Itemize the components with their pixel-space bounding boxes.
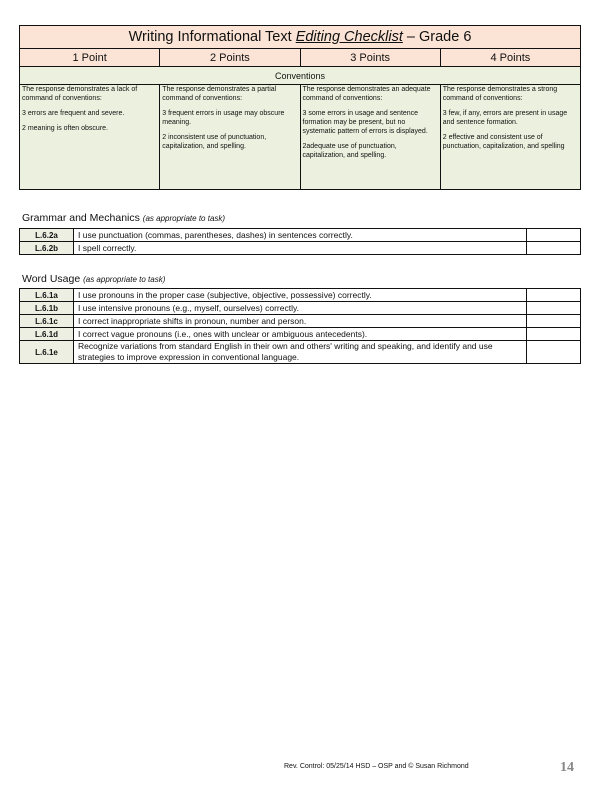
item-text: I use intensive pronouns (e.g., myself, ourselves) correctly. bbox=[74, 302, 527, 315]
table-row bbox=[20, 289, 581, 302]
conventions-label: Conventions bbox=[20, 67, 581, 85]
check-cell[interactable] bbox=[527, 229, 581, 242]
section-title: Word Usage bbox=[22, 273, 81, 285]
table-row bbox=[20, 242, 581, 255]
points-header: 4 Points bbox=[440, 49, 580, 67]
item-text: I use punctuation (commas, parentheses, dashes) in sentences correctly. bbox=[74, 229, 527, 242]
descriptor-cell bbox=[160, 85, 300, 190]
page-title bbox=[20, 26, 581, 49]
rubric-table bbox=[19, 25, 581, 190]
table-row bbox=[20, 341, 581, 364]
descriptor-bullet: 3 few, if any, errors are present in usage and sentence formation. bbox=[442, 110, 568, 126]
footer-revision: Rev. Control: 05/25/14 HSD – OSP and © Susan Richmond bbox=[284, 763, 469, 770]
grammar-heading bbox=[22, 212, 225, 224]
standard-code: L.6.2a bbox=[20, 229, 74, 242]
descriptor-bullet: 2 effective and consistent use of punctuation, capitalization, and spelling bbox=[442, 134, 565, 150]
table-row bbox=[20, 315, 581, 328]
points-header: 3 Points bbox=[300, 49, 440, 67]
usage-table bbox=[19, 288, 581, 364]
check-cell[interactable] bbox=[527, 289, 581, 302]
usage-heading bbox=[22, 273, 165, 285]
page-number: 14 bbox=[560, 760, 574, 775]
standard-code: L.6.1d bbox=[20, 328, 74, 341]
check-cell[interactable] bbox=[527, 302, 581, 315]
item-text: I spell correctly. bbox=[74, 242, 527, 255]
title-prefix: Writing Informational Text bbox=[128, 29, 296, 45]
section-title: Grammar and Mechanics bbox=[22, 212, 140, 224]
descriptor-intro: The response demonstrates an adequate command of conventions: bbox=[302, 86, 431, 102]
item-text: I use pronouns in the proper case (subjective, objective, possessive) correctly. bbox=[74, 289, 527, 302]
table-row bbox=[20, 328, 581, 341]
check-cell[interactable] bbox=[527, 341, 581, 364]
standard-code: L.6.1e bbox=[20, 341, 74, 364]
descriptor-cell bbox=[300, 85, 440, 190]
descriptor-bullet: 2adequate use of punctuation, capitalization, and spelling. bbox=[302, 143, 397, 159]
descriptor-bullet: 2 meaning is often obscure. bbox=[22, 125, 108, 132]
item-text: I correct inappropriate shifts in pronoun, number and person. bbox=[74, 315, 527, 328]
points-header: 2 Points bbox=[160, 49, 300, 67]
descriptor-bullet: 3 frequent errors in usage may obscure meaning. bbox=[162, 110, 285, 126]
table-row bbox=[20, 302, 581, 315]
standard-code: L.6.1b bbox=[20, 302, 74, 315]
title-emphasis: Editing Checklist bbox=[295, 29, 403, 45]
check-cell[interactable] bbox=[527, 328, 581, 341]
table-row bbox=[20, 229, 581, 242]
standard-code: L.6.1c bbox=[20, 315, 74, 328]
descriptor-bullet: 3 some errors in usage and sentence formation may be present, but no systematic pattern of errors is displayed. bbox=[302, 110, 428, 135]
descriptor-intro: The response demonstrates a lack of command of conventions: bbox=[22, 86, 138, 102]
points-header: 1 Point bbox=[20, 49, 160, 67]
item-text: Recognize variations from standard English in their own and others' writing and speaking, and identify and use strategies to improve expression in conventional language. bbox=[74, 341, 527, 364]
descriptor-cell bbox=[20, 85, 160, 190]
section-note: (as appropriate to task) bbox=[83, 275, 166, 284]
descriptor-bullet: 3 errors are frequent and severe. bbox=[22, 110, 125, 117]
section-note: (as appropriate to task) bbox=[142, 214, 226, 223]
standard-code: L.6.2b bbox=[20, 242, 74, 255]
descriptor-bullet: 2 inconsistent use of punctuation, capitalization, and spelling. bbox=[162, 134, 267, 150]
title-suffix: – Grade 6 bbox=[402, 29, 472, 45]
check-cell[interactable] bbox=[527, 242, 581, 255]
descriptor-intro: The response demonstrates a partial command of conventions: bbox=[162, 86, 277, 102]
standard-code: L.6.1a bbox=[20, 289, 74, 302]
descriptor-cell bbox=[440, 85, 580, 190]
descriptor-intro: The response demonstrates a strong command of conventions: bbox=[442, 86, 558, 102]
grammar-table bbox=[19, 228, 581, 255]
check-cell[interactable] bbox=[527, 315, 581, 328]
item-text: I correct vague pronouns (i.e., ones with unclear or ambiguous antecedents). bbox=[74, 328, 527, 341]
